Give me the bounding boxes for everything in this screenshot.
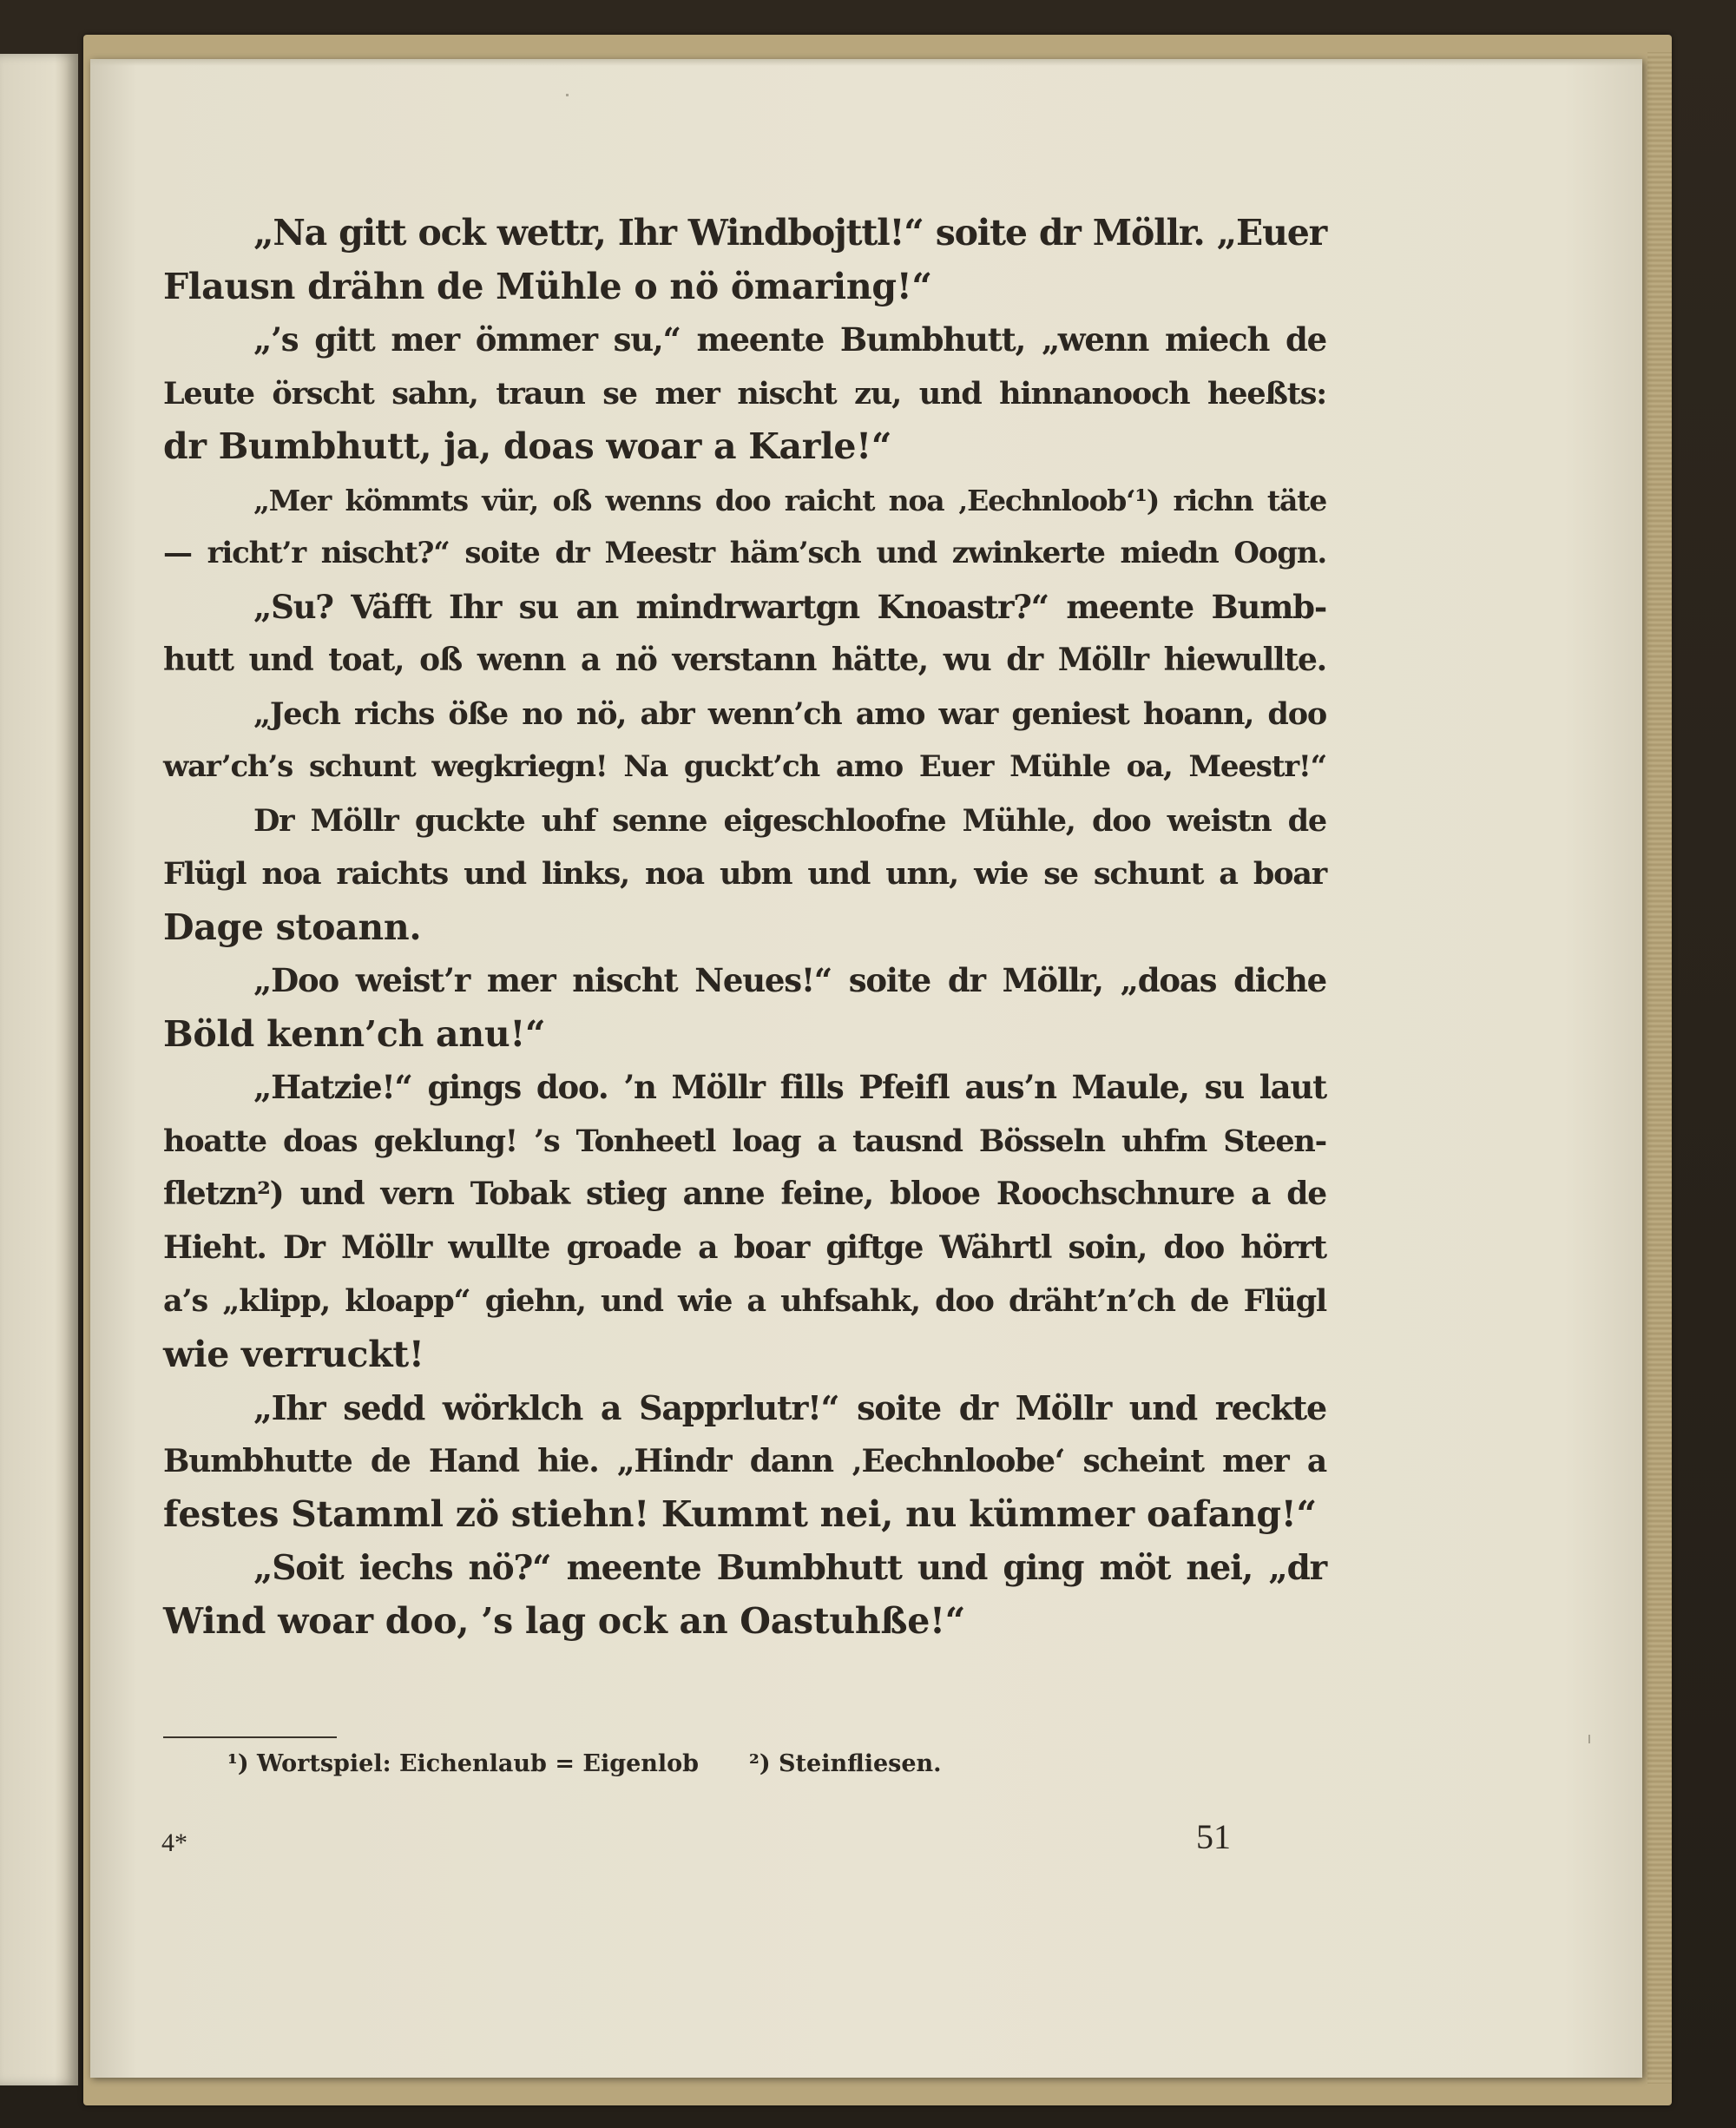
text-line: „Soit iechs nö?“ meente Bumbhutt und ging möt nei, „dr <box>253 1547 1326 1588</box>
text-line: war’ch’s schunt wegkriegn! Na guckt’ch amo Euer Mühle oa, Meestr!“ <box>163 749 1326 784</box>
footnote-2: ²) Steinfliesen. <box>749 1750 942 1777</box>
text-line: „Mer kömmts vür, oß wenns doo raicht noa ‚Eechnloob‘¹) richn täte <box>253 483 1326 517</box>
page-number: 51 <box>1196 1817 1231 1856</box>
text-line: — richt’r nischt?“ soite dr Meestr häm’sch und zwinkerte miedn Oogn. <box>163 536 1326 570</box>
text-line: Bumbhutte de Hand hie. „Hindr dann ‚Eechnloobe‘ scheint mer a <box>163 1442 1326 1479</box>
footnotes <box>227 1750 942 1777</box>
speck <box>1588 1735 1590 1743</box>
text-line: dr Bumbhutt, ja, doas woar a Karle!“ <box>163 425 892 467</box>
text-line: „’s gitt mer ömmer su,“ meente Bumbhutt, „wenn miech de <box>253 320 1326 359</box>
text-line: „Na gitt ock wettr, Ihr Windbojttl!“ soite dr Möllr. „Euer <box>253 212 1326 254</box>
text-line: Wind woar doo, ’s lag ock an Oastuhße!“ <box>163 1600 966 1642</box>
text-line: Dage stoann. <box>163 906 422 948</box>
text-line: fletzn²) und vern Tobak stieg anne feine, blooe Roochschnure a de <box>163 1176 1326 1212</box>
text-line: hutt und toat, oß wenn a nö verstann hätte, wu dr Möllr hiewullte. <box>163 642 1326 678</box>
text-line: „Ihr sedd wörklch a Sapprlutr!“ soite dr Möllr und reckte <box>253 1388 1326 1427</box>
text-line: „Doo weist’r mer nischt Neues!“ soite dr Möllr, „doas diche <box>253 961 1326 999</box>
left-facing-page <box>0 54 78 2085</box>
footnote-rule <box>163 1736 337 1738</box>
text-line: Dr Möllr guckte uhf senne eigeschloofne Mühle, doo weistn de <box>253 802 1326 839</box>
text-line: Böld kenn’ch anu!“ <box>163 1012 546 1055</box>
text-line: „Su? Väfft Ihr su an mindrwartgn Knoastr?“ meente Bumb- <box>253 587 1326 626</box>
text-line: festes Stamml zö stiehn! Kummt nei, nu kümmer oafang!“ <box>163 1493 1317 1535</box>
text-line: Flügl noa raichts und links, noa ubm und unn, wie se schunt a boar <box>163 856 1326 892</box>
text-line: Hieht. Dr Möllr wullte groade a boar giftge Währtl soin, doo hörrt <box>163 1229 1326 1266</box>
text-line: Leute örscht sahn, traun se mer nischt zu, und hinnanooch heeßts: <box>163 375 1326 412</box>
speck <box>566 94 569 96</box>
body-text <box>163 207 1326 1649</box>
text-line: „Hatzie!“ gings doo. ’n Möllr fills Pfeifl aus’n Maule, su laut <box>253 1068 1326 1106</box>
text-line: hoatte doas geklung! ’s Tonheetl loag a tausnd Bösseln uhfm Steen- <box>163 1123 1326 1159</box>
text-line: „Jech richs öße no nö, abr wenn’ch amo war geniest hoann, doo <box>253 695 1326 732</box>
text-line: wie verruckt! <box>163 1333 424 1375</box>
text-line: a’s „klipp, kloapp“ giehn, und wie a uhfsahk, doo dräht’n’ch de Flügl <box>163 1283 1326 1319</box>
footnote-1: ¹) Wortspiel: Eichenlaub = Eigenlob <box>227 1750 700 1777</box>
signature-mark: 4* <box>161 1828 187 1857</box>
text-line: Flausn drähn de Mühle o nö ömaring!“ <box>163 265 932 307</box>
